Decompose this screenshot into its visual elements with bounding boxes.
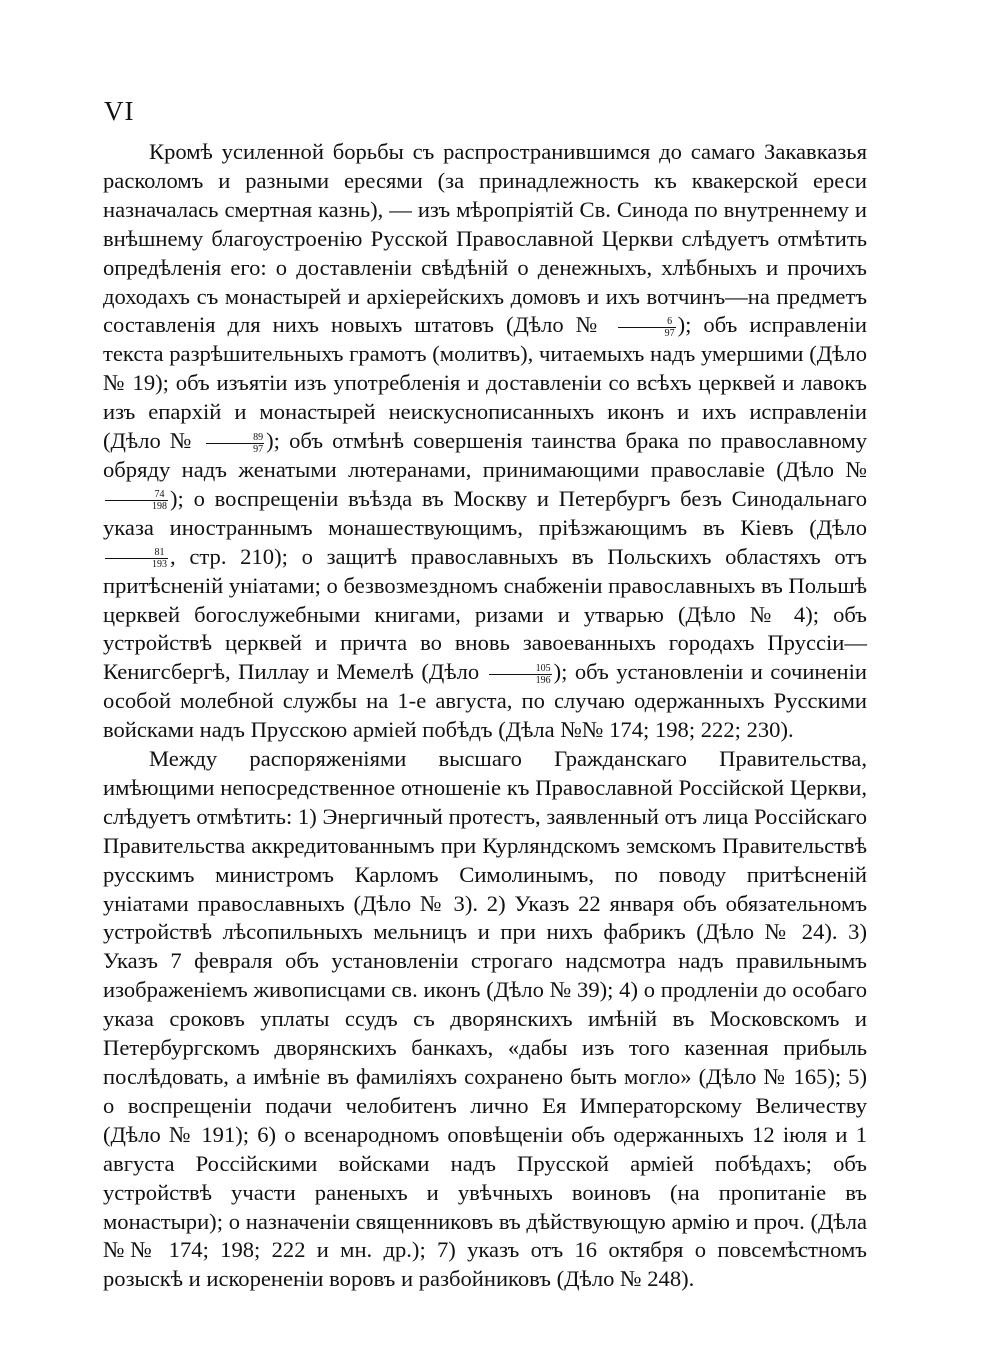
- case-fraction-3: [105, 489, 168, 512]
- case-fraction-2-denominator: 97: [253, 443, 264, 455]
- body-text: [103, 138, 867, 1294]
- paragraph-1-text-1: Кромѣ усиленной борьбы съ распространившимся до самаго Закавказья расколомъ и разными ересями (за принадлежность къ квакерской ереси назначалась смертная казнь), — изъ мѣропріятій Св. Синода по внутреннему и внѣшнему благоустроенію Русской Православной Церкви слѣдуетъ отмѣтить опредѣленія его: о доставленіи свѣдѣній о денежныхъ, хлѣбныхъ и прочихъ доходахъ съ монастырей и архіерейскихъ домовъ и ихъ вотчинъ—на предметъ составленія для нихъ новыхъ штатовъ (Дѣло №: [103, 139, 867, 338]
- case-fraction-3-numerator: 74: [105, 489, 168, 501]
- case-fraction-5-denominator: 196: [535, 674, 551, 686]
- case-fraction-4: [105, 547, 168, 570]
- case-fraction-1-numerator: 6: [618, 316, 676, 328]
- paragraph-1-text-3: ); объ отмѣнѣ совершенія таинства брака по православному обряду надъ женатыми лютеранами, принимающими православіе (Дѣло №: [103, 428, 867, 482]
- case-fraction-4-denominator: 193: [152, 559, 167, 571]
- paragraph-1-text-5: , стр. 210); о защитѣ православныхъ въ Польскихъ областяхъ отъ притѣсненій уніатами; о безвозмездномъ снабженіи православныхъ въ Польшѣ церквей богослужебными книгами, ризами и утварью (Дѣло № 4); объ устройствѣ церквей и причта во вновь завоеванныхъ городахъ Пруссіи—Кенигсбергѣ, Пиллау и Мемелѣ (Дѣло: [103, 543, 867, 685]
- case-fraction-2-numerator: 89: [206, 432, 264, 444]
- case-fraction-5-numerator: 105: [489, 663, 552, 675]
- paragraph-1-text-4: ); о воспрещеніи въѣзда въ Москву и Петербургъ безъ Синодальнаго указа иностраннымъ монашествующимъ, пріѣзжающимъ въ Кіевъ (Дѣло: [103, 485, 867, 540]
- case-fraction-5: [489, 663, 552, 686]
- case-fraction-1-denominator: 97: [664, 327, 675, 339]
- paragraph-1-text-6: ); объ установленіи и сочиненіи особой молебной службы на 1-е августа, по случаю одержанныхъ Русскими войсками надъ Прусскою арміей побѣдъ (Дѣла №№ 174; 198; 222; 230).: [103, 659, 868, 743]
- case-fraction-2: [206, 432, 264, 455]
- paragraph-1-text-2: ); объ исправленіи текста разрѣшительныхъ грамотъ (молитвъ), читаемыхъ надъ умершими (Дѣло № 19); объ изъятіи изъ употребленія и доставленіи со всѣхъ церквей и лавокъ изъ епархій и монастырей неискуснописанныхъ иконъ и ихъ исправленіи (Дѣло №: [103, 312, 867, 454]
- paragraph-synod-measures: [103, 138, 867, 745]
- paragraph-government-orders: Между распоряженіями высшаго Гражданскаго Правительства, имѣющими непосредственное отношеніе къ Православной Россійской Церкви, слѣдуетъ отмѣтить: 1) Энергичный протестъ, заявленный отъ лица Россійскаго Правительства аккредитованнымъ при Курляндскомъ земскомъ Правительствѣ русскимъ министромъ Карломъ Симолинымъ, по поводу притѣсненій уніатами православныхъ (Дѣло № 3). 2) Указъ 22 января объ обязательномъ устройствѣ лѣсопильныхъ мельницъ и при нихъ фабрикъ (Дѣло № 24). 3) Указъ 7 февраля объ установленіи строгаго надсмотра надъ правильнымъ изображеніемъ живописцами св. иконъ (Дѣло № 39); 4) о продленіи до особаго указа сроковъ уплаты ссудъ съ дворянскихъ имѣній въ Московскомъ и Петербургскомъ дворянскихъ банкахъ, «дабы изъ того казенная прибыль послѣдовать, а имѣніе въ фамиліяхъ сохранено быть могло» (Дѣло № 165); 5) о воспрещеніи подачи челобитенъ лично Ея Императорскому Величеству (Дѣло № 191); 6) о всенародномъ оповѣщеніи объ одержанныхъ 12 іюля и 1 августа Россійскими войсками надъ Прусской арміей побѣдахъ; объ устройствѣ участи раненыхъ и увѣчныхъ воиновъ (на пропитаніе въ монастыри); о назначеніи священниковъ въ дѣйствующую армію и проч. (Дѣла №№ 174; 198; 222 и мн. др.); 7) указъ отъ 16 октября о повсемѣстномъ розыскѣ и искорененіи воровъ и разбойниковъ (Дѣло № 248).: [103, 746, 867, 1292]
- case-fraction-1: [618, 316, 676, 339]
- case-fraction-4-numerator: 81: [105, 547, 168, 559]
- page-number: VI: [104, 96, 135, 126]
- case-fraction-3-denominator: 198: [152, 501, 167, 513]
